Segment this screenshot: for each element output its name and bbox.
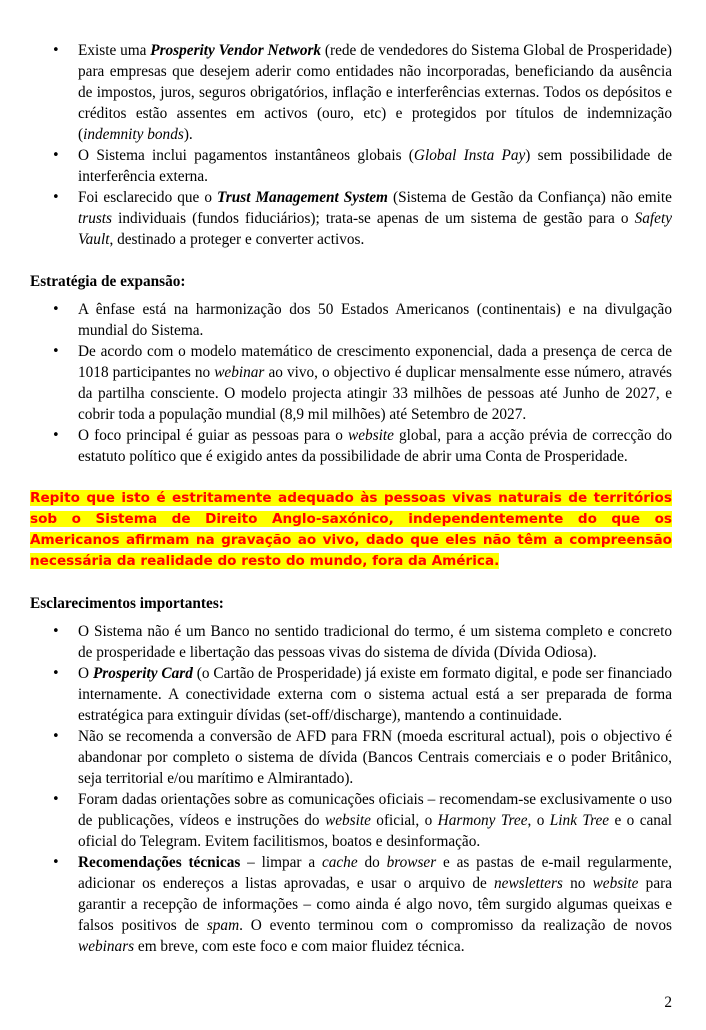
bullet-list-clarifications xyxy=(30,621,672,957)
section-heading-clarifications: Esclarecimentos importantes: xyxy=(30,595,224,612)
bullet-icon: • xyxy=(52,666,60,681)
text: , destinado a proteger e converter activos. xyxy=(109,231,365,248)
list-item xyxy=(30,852,672,957)
bullet-list-expansion xyxy=(30,299,672,467)
highlighted-text: Repito que isto é estritamente adequado às pessoas vivas naturais de territórios sob o Sistema de Direito Anglo-saxónico, independentemente do que os Americanos afirmam na gravação ao vivo, dado que eles não têm a compreensão necessária da realidade do resto do mundo, fora da América. xyxy=(30,490,672,569)
list-item xyxy=(30,726,672,789)
bullet-icon: • xyxy=(52,148,60,163)
highlighted-warning xyxy=(30,488,672,572)
trust-management-system-term: Trust Management System xyxy=(217,189,388,206)
text: em breve, com este foco e com maior fluidez técnica. xyxy=(134,938,465,955)
text: O xyxy=(78,665,93,682)
page-number: 2 xyxy=(664,994,672,1011)
list-item xyxy=(30,299,672,341)
bullet-icon: • xyxy=(52,43,60,58)
bullet-icon: • xyxy=(52,624,60,639)
text: no xyxy=(562,875,593,892)
text: A ênfase está na harmonização dos 50 Estados Americanos (continentais) e na divulgação mundial do Sistema. xyxy=(78,301,672,339)
emphasis: spam xyxy=(206,917,240,934)
text: e o canal oficial do Telegram. Evitem facilitismos, boatos e desinformação. xyxy=(78,812,672,850)
document-page xyxy=(30,40,672,957)
emphasis: trusts xyxy=(78,210,113,227)
bullet-icon: • xyxy=(52,792,60,807)
text: oficial, o xyxy=(370,812,438,829)
text: De acordo com o modelo matemático de crescimento exponencial, dada a presença de cerca de 1018 participantes no xyxy=(78,343,672,381)
list-item xyxy=(30,425,672,467)
section-heading-expansion: Estratégia de expansão: xyxy=(30,273,186,290)
prosperity-vendor-network-term: Prosperity Vendor Network xyxy=(150,42,322,59)
emphasis: Safety Vault xyxy=(78,210,672,248)
bullet-icon: • xyxy=(52,855,60,870)
text: O Sistema inclui pagamentos instantâneos globais ( xyxy=(78,147,414,164)
text: do xyxy=(357,854,387,871)
text: Existe uma xyxy=(78,42,151,59)
text: Não se recomenda a conversão de AFD para FRN (moeda escritural actual), pois o objectivo é abandonar por completo o sistema de dívida (Bancos Centrais comerciais e o poder Britânico, seja territorial e/ou marítimo e Almirantado). xyxy=(78,728,672,787)
emphasis: Global Insta Pay xyxy=(413,147,526,164)
bullet-icon: • xyxy=(52,190,60,205)
list-item xyxy=(30,40,672,145)
emphasis: browser xyxy=(386,854,437,871)
text: e as pastas de e-mail regularmente, adicionar os endereços a listas aprovadas, e usar o arquivo de xyxy=(78,854,673,892)
text: (rede de vendedores do Sistema Global de Prosperidade) para empresas que desejem aderir como entidades não incorporadas, beneficiando da ausência de impostos, juros, seguros obrigatórios, inflação e interferências externas. Todos os depósitos e créditos estão assentes em activos (ouro, etc) e protegidos por títulos de indemnização ( xyxy=(78,42,672,143)
text: ). xyxy=(183,126,193,143)
emphasis: webinar xyxy=(214,364,265,381)
list-item xyxy=(30,621,672,663)
emphasis: indemnity bonds xyxy=(83,126,184,143)
emphasis: newsletters xyxy=(494,875,563,892)
emphasis: webinars xyxy=(78,938,135,955)
bullet-icon: • xyxy=(52,729,60,744)
text: para garantir a recepção de informações – como ainda é algo novo, têm surgido algumas queixas e falsos positivos de xyxy=(78,875,672,934)
text: global, para a acção prévia de correcção do estatuto político que é exigido antes da possibilidade de abrir uma Conta de Prosperidade. xyxy=(78,427,672,465)
bullet-icon: • xyxy=(52,428,60,443)
emphasis: website xyxy=(348,427,394,444)
prosperity-card-term: Prosperity Card xyxy=(92,665,193,682)
text: Foi esclarecido que o xyxy=(78,189,217,206)
emphasis: website xyxy=(592,875,639,892)
text: O foco principal é guiar as pessoas para o xyxy=(78,427,349,444)
text: . O evento terminou com o compromisso da realização de novos xyxy=(239,917,672,934)
text: O Sistema não é um Banco no sentido tradicional do termo, é um sistema completo e concreto de prosperidade e libertação das pessoas vivas do sistema de dívida (Dívida Odiosa). xyxy=(78,623,672,661)
bullet-icon: • xyxy=(52,302,60,317)
text: ) sem possibilidade de interferência externa. xyxy=(78,147,672,185)
technical-recommendations-term: Recomendações técnicas xyxy=(78,854,241,871)
emphasis: website xyxy=(325,812,371,829)
emphasis: cache xyxy=(321,854,358,871)
emphasis: Harmony Tree xyxy=(437,812,528,829)
text: – limpar a xyxy=(240,854,322,871)
text: Foram dadas orientações sobre as comunicações oficiais – recomendam-se exclusivamente o uso de publicações, vídeos e instruções do xyxy=(78,791,672,829)
list-item xyxy=(30,187,672,250)
list-item xyxy=(30,663,672,726)
list-item xyxy=(30,789,672,852)
list-item xyxy=(30,145,672,187)
emphasis: Link Tree xyxy=(549,812,610,829)
bullet-icon: • xyxy=(52,344,60,359)
text: (Sistema de Gestão da Confiança) não emite xyxy=(387,189,672,206)
text: , o xyxy=(527,812,550,829)
text: ao vivo, o objectivo é duplicar mensalmente esse número, através da partilha consciente. O modelo projecta atingir 33 milhões de pessoas até Junho de 2027, e cobrir toda a população mundial (8,9 mil milhões) até Setembro de 2027. xyxy=(78,364,672,423)
bullet-list-vendor xyxy=(30,40,672,250)
text: (o Cartão de Prosperidade) já existe em formato digital, e pode ser financiado internamente. A conectividade externa com o sistema actual está a ser preparada de forma estratégica para extinguir dívidas (set-off/discharge), mantendo a continuidade. xyxy=(78,665,672,724)
list-item xyxy=(30,341,672,425)
text: individuais (fundos fiduciários); trata-se apenas de um sistema de gestão para o xyxy=(112,210,635,227)
